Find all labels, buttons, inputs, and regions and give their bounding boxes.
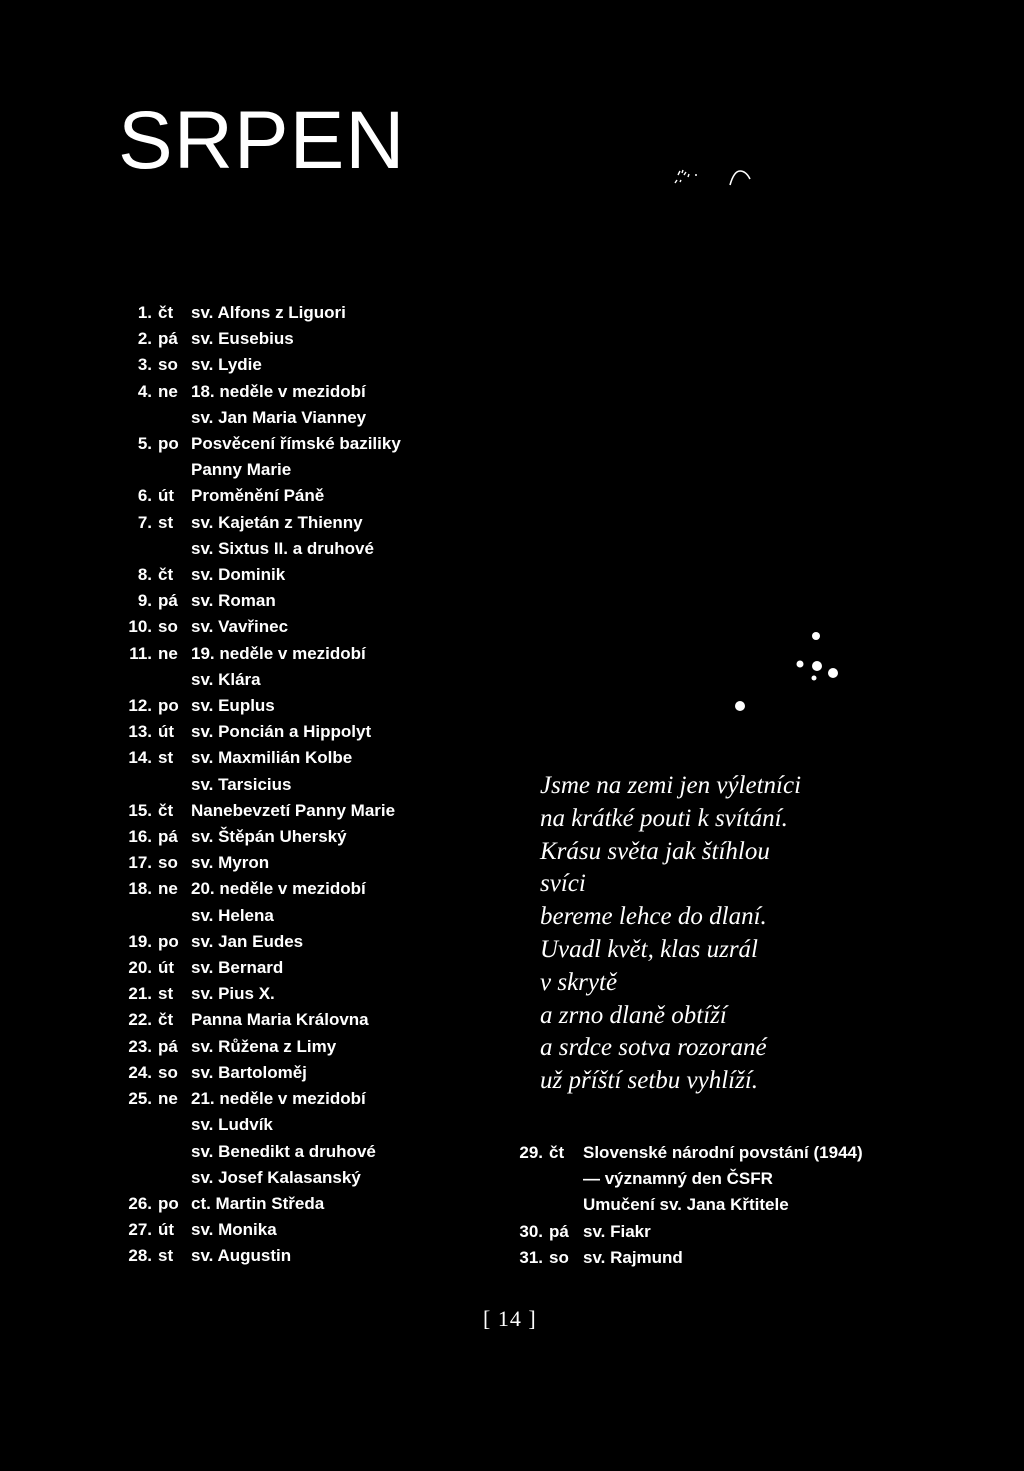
day-of-week: po [158,931,179,951]
feast-name: Proměnění Páně [191,486,325,506]
day-number: 20. [128,958,152,978]
feast-lines [191,614,401,640]
feast-name: Posvěcení římské baziliky [191,434,401,454]
day-number: 25. [128,1089,152,1109]
day-of-week: so [158,853,178,873]
day-of-week: ne [158,879,178,899]
day-of-week: st [158,748,174,768]
calendar-entry [112,326,401,352]
feast-lines [583,1140,863,1219]
decorative-dots [728,620,868,730]
day-number: 13. [128,722,152,742]
day-of-week: čt [158,1010,174,1030]
calendar-list-right [503,1140,863,1271]
day-of-week: út [158,486,175,506]
calendar-entry [503,1245,863,1271]
day-number: 23. [128,1036,152,1056]
feast-name: ct. Martin Středa [191,1193,325,1213]
feast-name: Panny Marie [191,460,292,480]
feast-lines [191,719,401,745]
day-of-week: út [158,722,175,742]
feast-lines [191,483,401,509]
poem-line: Uvadl květ, klas uzrál [540,935,759,963]
feast-lines [191,326,401,352]
day-number: 18. [128,879,152,899]
calendar-entry [112,510,401,562]
calendar-entry [112,824,401,850]
feast-lines [191,1243,401,1269]
feast-lines [191,641,401,693]
feast-name: sv. Růžena z Limy [191,1036,337,1056]
feast-name: sv. Josef Kalasanský [191,1167,361,1187]
day-of-week: po [158,434,179,454]
calendar-entry [112,300,401,326]
feast-name: sv. Poncián a Hippolyt [191,722,372,742]
feast-name: sv. Helena [191,905,274,925]
feast-name: sv. Rajmund [583,1247,683,1267]
day-number: 15. [128,800,152,820]
feast-lines [583,1219,863,1245]
day-of-week: st [158,512,174,532]
poem-line: a srdce sotva rozorané [540,1034,767,1062]
day-number: 9. [137,591,152,611]
day-of-week: pá [158,591,178,611]
feast-lines [191,510,401,562]
feast-name: sv. Pius X. [191,984,275,1004]
calendar-entry [112,798,401,824]
day-of-week: út [158,1220,175,1240]
calendar-list-left [112,300,401,1270]
calendar-entry [503,1219,863,1245]
day-of-week: pá [158,827,178,847]
day-number: 24. [128,1062,152,1082]
calendar-entry [112,431,401,483]
poem-line: na krátké pouti k svítání. [540,804,788,832]
day-number: 11. [129,643,152,663]
day-number: 14. [128,748,152,768]
poem-line: a zrno dlaně obtíží [540,1001,727,1029]
decorative-specks [650,155,770,195]
feast-lines [191,1086,401,1191]
feast-lines [191,798,401,824]
day-number: 21. [128,984,152,1004]
poem-line: bereme lehce do dlaní. [540,903,767,931]
day-number: 5. [137,434,152,454]
feast-name: sv. Bernard [191,958,284,978]
feast-name: — významný den ČSFR [583,1169,773,1189]
day-of-week: st [158,984,174,1004]
calendar-entry [112,352,401,378]
feast-name: Nanebevzetí Panny Marie [191,800,396,820]
calendar-entry [112,1243,401,1269]
day-number: 10. [128,617,152,637]
feast-lines [191,929,401,955]
feast-name: sv. Eusebius [191,329,294,349]
day-of-week: čt [158,565,174,585]
day-number: 28. [128,1246,152,1266]
feast-lines [583,1245,863,1271]
feast-lines [191,431,401,483]
feast-name: sv. Klára [191,669,261,689]
feast-name: sv. Dominik [191,565,286,585]
day-of-week: pá [158,1036,178,1056]
day-of-week: pá [158,329,178,349]
feast-lines [191,850,401,876]
poem [540,770,801,1098]
calendar-entry [112,1060,401,1086]
day-of-week: ne [158,381,178,401]
calendar-entry [112,955,401,981]
feast-name: Panna Maria Královna [191,1010,369,1030]
day-number: 22. [128,1010,152,1030]
poem-line: Jsme na zemi jen výletníci [540,772,802,799]
feast-name: sv. Bartoloměj [191,1062,307,1082]
calendar-entry [112,1191,401,1217]
day-number: 2. [137,329,152,349]
feast-name: 18. neděle v mezidobí [191,381,366,401]
poem-line: v skrytě [540,968,618,996]
feast-name: sv. Monika [191,1220,277,1240]
feast-name: 21. neděle v mezidobí [191,1089,366,1109]
feast-name: sv. Jan Maria Vianney [191,407,367,427]
feast-name: sv. Benedikt a druhové [191,1141,376,1161]
feast-lines [191,876,401,928]
calendar-entry [112,719,401,745]
day-of-week: út [158,958,175,978]
feast-lines [191,1034,401,1060]
calendar-entry [112,1217,401,1243]
feast-lines [191,562,401,588]
calendar-entry [112,1034,401,1060]
feast-name: Umučení sv. Jana Křtitele [583,1195,789,1215]
poem-line: Krásu světa jak štíhlou [540,837,770,865]
calendar-entry [112,693,401,719]
feast-name: sv. Augustin [191,1246,292,1266]
calendar-entry [503,1140,863,1219]
feast-name: sv. Maxmilián Kolbe [191,748,353,768]
calendar-entry [112,379,401,431]
day-of-week: so [158,355,178,375]
day-number: 1. [137,303,152,322]
day-number: 27. [128,1220,152,1240]
day-number: 29. [519,1143,543,1162]
calendar-entry [112,614,401,640]
feast-name: sv. Euplus [191,696,275,716]
feast-lines [191,745,401,797]
feast-lines [191,824,401,850]
day-of-week: čt [549,1143,565,1162]
day-of-week: so [158,1062,178,1082]
feast-name: sv. Lydie [191,355,262,375]
calendar-entry [112,483,401,509]
feast-name: sv. Ludvík [191,1115,273,1135]
feast-name: sv. Roman [191,591,276,611]
page-number: [ 14 ] [483,1306,537,1331]
feast-lines [191,1060,401,1086]
calendar-entry [112,641,401,693]
feast-name: sv. Tarsicius [191,774,292,794]
feast-lines [191,588,401,614]
day-number: 31. [519,1247,543,1267]
feast-lines [191,300,401,326]
feast-name: sv. Fiakr [583,1221,651,1241]
day-number: 16. [128,827,152,847]
calendar-entry [112,850,401,876]
calendar-entry [112,588,401,614]
poem-line: už příští setbu vyhlíží. [540,1067,759,1095]
day-of-week: čt [158,800,174,820]
day-of-week: pá [549,1221,569,1241]
day-number: 19. [128,931,152,951]
day-number: 3. [137,355,152,375]
day-number: 30. [519,1221,543,1241]
day-of-week: st [158,1246,174,1266]
day-of-week: po [158,1193,179,1213]
calendar-entry [112,1086,401,1191]
calendar-entry [112,929,401,955]
day-of-week: so [549,1247,569,1267]
feast-name: sv. Myron [191,853,270,873]
feast-name: 20. neděle v mezidobí [191,879,366,899]
feast-name: Slovenské národní povstání (1944) [583,1143,863,1162]
feast-name: sv. Sixtus II. a druhové [191,538,374,558]
day-of-week: čt [158,303,174,322]
day-number: 6. [137,486,152,506]
day-number: 8. [137,565,152,585]
feast-lines [191,1007,401,1033]
day-of-week: so [158,617,178,637]
day-number: 7. [137,512,152,532]
feast-lines [191,1191,401,1217]
feast-lines [191,379,401,431]
feast-lines [191,352,401,378]
day-number: 4. [137,381,152,401]
day-number: 17. [128,853,152,873]
feast-lines [191,693,401,719]
feast-lines [191,1217,401,1243]
poem-line: svíci [540,870,586,898]
calendar-entry [112,981,401,1007]
day-of-week: po [158,696,179,716]
calendar-entry [112,1007,401,1033]
page-title: SRPEN [118,95,406,186]
day-of-week: ne [158,643,178,663]
calendar-entry [112,876,401,928]
feast-lines [191,981,401,1007]
feast-name: sv. Štěpán Uherský [191,827,347,847]
day-of-week: ne [158,1089,178,1109]
feast-name: sv. Vavřinec [191,617,289,637]
day-number: 12. [128,696,152,716]
feast-lines [191,955,401,981]
day-number: 26. [128,1193,152,1213]
feast-name: sv. Kajetán z Thienny [191,512,363,532]
feast-name: sv. Jan Eudes [191,931,304,951]
calendar-entry [112,745,401,797]
calendar-entry [112,562,401,588]
feast-name: 19. neděle v mezidobí [191,643,366,663]
feast-name: sv. Alfons z Liguori [191,303,346,322]
